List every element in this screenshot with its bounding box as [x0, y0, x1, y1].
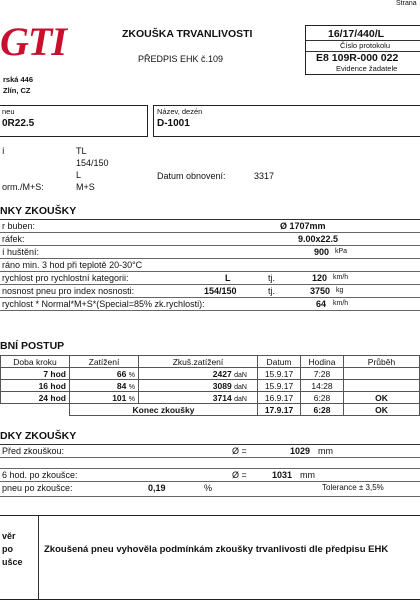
step-load-unit: daN	[234, 371, 247, 379]
pressure-value: 900	[314, 247, 330, 257]
conditioning-row	[0, 259, 420, 272]
ms-label: orm./M+S:	[2, 182, 44, 192]
growth-value: 0,19	[148, 483, 166, 493]
tyre-name-label: Název, dezén	[157, 107, 203, 116]
regulation-text: PŘEDPIS EHK č.109	[138, 54, 224, 64]
step-time: 14:28	[301, 380, 344, 392]
after-unit: mm	[300, 470, 315, 480]
after-symbol: Ø =	[232, 470, 247, 480]
end-label: Konec zkoušky	[70, 404, 258, 416]
end-result: OK	[344, 404, 420, 416]
pressure-row	[0, 246, 420, 259]
growth-unit: %	[204, 483, 213, 493]
after-row	[0, 469, 420, 482]
rim-value: 9.00x22.5	[298, 234, 339, 244]
results-heading: DKY ZKOUŠKY	[0, 430, 77, 442]
load-index-value: 154/150	[76, 158, 109, 168]
conditions-heading: NKY ZKOUŠKY	[0, 205, 77, 217]
table-row	[1, 380, 420, 392]
procedure-header-row	[1, 356, 420, 368]
load-tj: tj.	[268, 286, 276, 296]
before-symbol: Ø =	[232, 446, 247, 456]
load-value: 3750	[310, 286, 331, 296]
drum-row	[0, 220, 420, 233]
load-cap-index: 154/150	[204, 286, 237, 296]
conclusion-label-1: věr	[2, 531, 16, 541]
applicant-label: Evidence žadatele	[336, 64, 398, 73]
document-title: ZKOUŠKA TRVANLIVOSTI	[122, 28, 253, 40]
load-capacity-row	[0, 285, 420, 298]
address-line2: Zlín, CZ	[3, 86, 31, 95]
page-label: Strana	[396, 0, 417, 7]
procedure-heading: BNÍ POSTUP	[0, 340, 65, 352]
drum-value: Ø 1707mm	[280, 221, 326, 231]
step-duration: 7	[43, 368, 49, 379]
applicant-number: E8 109R-000 022	[316, 52, 399, 64]
rim-row	[0, 233, 420, 246]
step-pct-unit: %	[128, 383, 135, 391]
tl-label: í	[2, 146, 5, 156]
load-unit: kg	[336, 287, 344, 294]
tyre-name-value: D-1001	[157, 118, 190, 129]
after-label: 6 hod. po zkoušce:	[2, 470, 78, 480]
col-duration: Doba kroku	[1, 356, 70, 368]
step-date: 15.9.17	[258, 368, 301, 380]
table-row	[1, 392, 420, 404]
step-pct-unit: %	[128, 371, 135, 379]
speed-cat-label: rychlost pro rychlostní kategorii:	[2, 273, 129, 283]
speed-value: 120	[312, 273, 328, 283]
speed-category-value: L	[76, 170, 82, 180]
step-duration: 24	[38, 392, 49, 403]
conclusion-label-3: ušce	[2, 557, 23, 567]
tyre-size-label: neu	[2, 107, 15, 116]
before-row	[0, 445, 420, 458]
col-result: Průběh	[344, 356, 420, 368]
step-load-pct: 84	[116, 380, 127, 391]
step-date: 15.9.17	[258, 380, 301, 392]
step-pct-unit: %	[128, 395, 135, 403]
speed-cat-value: L	[225, 273, 231, 283]
protocol-label: Číslo protokolu	[340, 41, 391, 50]
before-label: Před zkouškou:	[2, 446, 65, 456]
step-duration-unit: hod	[50, 392, 66, 403]
step-result	[344, 368, 420, 380]
renewal-value: 3317	[254, 171, 275, 181]
step-load: 2427	[212, 368, 232, 379]
test-speed-row	[0, 298, 420, 311]
col-test-load: Zkuš.zatížení	[139, 356, 258, 368]
conclusion-text: Zkoušená pneu vyhověla podmínkám zkoušky trvanlivosti dle předpisu EHK	[44, 544, 389, 555]
speed-tj: tj.	[268, 273, 276, 283]
step-duration-unit: hod	[50, 368, 66, 379]
growth-row	[0, 482, 420, 497]
before-value: 1029	[290, 446, 311, 456]
pressure-unit: kPa	[335, 248, 348, 255]
step-load: 3089	[212, 380, 232, 391]
procedure-table	[0, 355, 420, 416]
test-speed-label: rychlost * Normal*M+S*(Special=85% zk.rychlosti):	[2, 299, 205, 309]
table-row	[1, 368, 420, 380]
step-load: 3714	[212, 392, 232, 403]
conclusion-box	[0, 515, 420, 600]
pressure-label: í huštění:	[2, 247, 40, 257]
col-date: Datum	[258, 356, 301, 368]
spacer-row	[0, 458, 420, 469]
end-test-row	[1, 404, 420, 416]
growth-label: pneu po zkoušce:	[2, 483, 73, 493]
speed-category-row	[0, 272, 420, 285]
address-line1: rská 446	[3, 75, 34, 84]
test-speed-unit: km/h	[333, 300, 349, 307]
step-load-pct: 66	[116, 368, 127, 379]
end-date: 17.9.17	[258, 404, 301, 416]
test-speed-value: 64	[316, 299, 327, 309]
step-duration: 16	[38, 380, 49, 391]
after-value: 1031	[272, 470, 293, 480]
drum-label: r buben:	[2, 221, 36, 231]
step-time: 6:28	[301, 392, 344, 404]
renewal-label: Datum obnovení:	[157, 171, 226, 181]
speed-unit: km/h	[333, 274, 349, 281]
protocol-number: 16/17/440/L	[328, 28, 385, 40]
tl-value: TL	[76, 146, 87, 156]
ms-value: M+S	[76, 182, 95, 192]
load-cap-label: nosnost pneu pro index nosnosti:	[2, 286, 135, 296]
col-load-pct: Zatížení	[70, 356, 139, 368]
tyre-size-value: 0R22.5	[2, 118, 35, 129]
col-time: Hodina	[301, 356, 344, 368]
conditioning-text: ráno min. 3 hod při teplotě 20-30°C	[2, 260, 143, 270]
tolerance-text: Tolerance ± 3,5%	[322, 483, 384, 492]
before-unit: mm	[318, 446, 333, 456]
end-time: 6:28	[301, 404, 344, 416]
step-load-unit: daN	[234, 395, 247, 403]
step-result	[344, 380, 420, 392]
rim-label: ráfek:	[2, 234, 25, 244]
step-load-unit: daN	[234, 383, 247, 391]
step-result: OK	[344, 392, 420, 404]
step-load-pct: 101	[112, 392, 127, 403]
conclusion-label-2: po	[2, 544, 13, 554]
step-date: 16.9.17	[258, 392, 301, 404]
company-logo: GTI	[0, 19, 66, 64]
step-duration-unit: hod	[50, 380, 66, 391]
step-time: 7:28	[301, 368, 344, 380]
